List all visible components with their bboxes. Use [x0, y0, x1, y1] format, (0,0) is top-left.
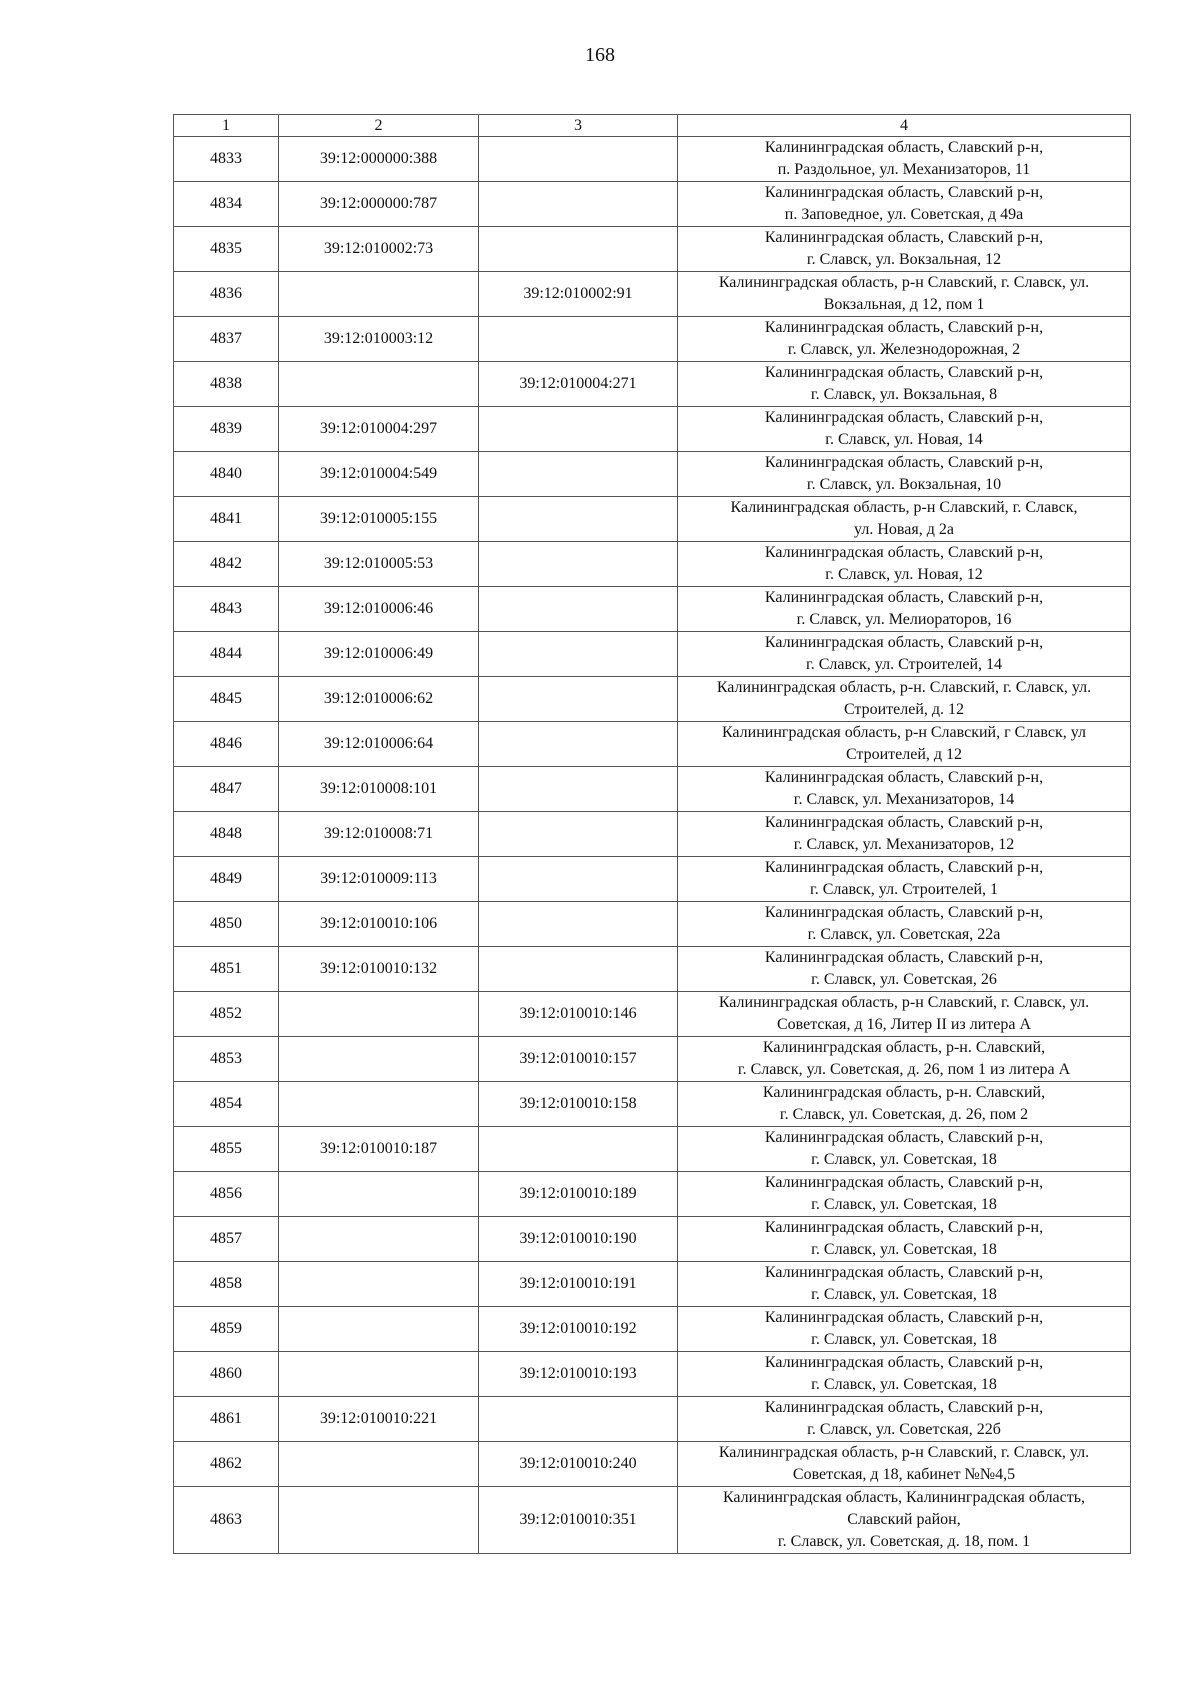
cadastral-number-cell: [279, 1307, 479, 1352]
table-row: [174, 1217, 1131, 1262]
cadastral-number-cell: 39:12:010006:62: [279, 677, 479, 722]
row-number-cell: 4835: [174, 227, 279, 272]
address-line: Калининградская область, Славский р-н,: [764, 1399, 1044, 1416]
address-line: Калининградская область, Славский р-н,: [764, 814, 1044, 831]
register-table: [173, 114, 1131, 1554]
address-line: Советская, д 16, Литер II из литера А: [777, 1016, 1031, 1033]
row-number-cell: 4859: [174, 1307, 279, 1352]
address-cell: [678, 407, 1131, 452]
address-cell: [678, 857, 1131, 902]
cadastral-number-cell: 39:12:010002:73: [279, 227, 479, 272]
table-row: [174, 272, 1131, 317]
table-row: [174, 1262, 1131, 1307]
column-header-1: 1: [174, 115, 279, 137]
cadastral-number-cell: 39:12:010009:113: [279, 857, 479, 902]
row-number-cell: 4842: [174, 542, 279, 587]
table-row: [174, 632, 1131, 677]
table-row: [174, 1307, 1131, 1352]
building-number-cell: [479, 1397, 678, 1442]
address-line: г. Славск, ул. Механизаторов, 12: [793, 836, 1015, 853]
address-line: Калининградская область, Славский р-н,: [764, 1129, 1044, 1146]
cadastral-number-cell: [279, 1442, 479, 1487]
cadastral-number-cell: 39:12:010010:106: [279, 902, 479, 947]
table-row: [174, 227, 1131, 272]
address-line: Калининградская область, Славский р-н,: [764, 319, 1044, 336]
address-cell: [678, 1352, 1131, 1397]
building-number-cell: 39:12:010010:351: [479, 1487, 678, 1554]
address-line: Вокзальная, д 12, пом 1: [823, 296, 985, 313]
building-number-cell: [479, 722, 678, 767]
building-number-cell: 39:12:010010:192: [479, 1307, 678, 1352]
cadastral-number-cell: [279, 272, 479, 317]
address-line: г. Славск, ул. Советская, 22а: [807, 926, 1001, 943]
address-line: Калининградская область, Славский р-н,: [764, 859, 1044, 876]
table-row: [174, 317, 1131, 362]
row-number-cell: 4839: [174, 407, 279, 452]
building-number-cell: 39:12:010002:91: [479, 272, 678, 317]
row-number-cell: 4850: [174, 902, 279, 947]
building-number-cell: 39:12:010010:189: [479, 1172, 678, 1217]
address-line: Калининградская область, р-н Славский, г. Славск, ул.: [718, 274, 1090, 291]
cadastral-number-cell: 39:12:000000:787: [279, 182, 479, 227]
building-number-cell: 39:12:010010:158: [479, 1082, 678, 1127]
address-cell: [678, 227, 1131, 272]
row-number-cell: 4851: [174, 947, 279, 992]
building-number-cell: [479, 812, 678, 857]
building-number-cell: [479, 317, 678, 362]
building-number-cell: 39:12:010004:271: [479, 362, 678, 407]
row-number-cell: 4863: [174, 1487, 279, 1554]
address-cell: [678, 1082, 1131, 1127]
row-number-cell: 4840: [174, 452, 279, 497]
row-number-cell: 4834: [174, 182, 279, 227]
address-line: Строителей, д. 12: [843, 701, 965, 718]
row-number-cell: 4860: [174, 1352, 279, 1397]
page-number: 168: [585, 44, 615, 66]
header-row: [174, 115, 1131, 137]
address-line: п. Заповедное, ул. Советская, д 49а: [784, 206, 1024, 223]
address-cell: [678, 902, 1131, 947]
row-number-cell: 4836: [174, 272, 279, 317]
cadastral-number-cell: [279, 362, 479, 407]
building-number-cell: [479, 677, 678, 722]
address-line: Калининградская область, Калининградская область,: [722, 1489, 1086, 1506]
address-line: Калининградская область, Славский р-н,: [764, 409, 1044, 426]
cadastral-number-cell: [279, 1082, 479, 1127]
cadastral-number-cell: [279, 1217, 479, 1262]
address-line: Советская, д 18, кабинет №№4,5: [792, 1466, 1016, 1483]
cadastral-number-cell: [279, 1262, 479, 1307]
table-row: [174, 137, 1131, 182]
building-number-cell: 39:12:010010:191: [479, 1262, 678, 1307]
address-line: г. Славск, ул. Строителей, 14: [805, 656, 1003, 673]
building-number-cell: [479, 452, 678, 497]
table-row: [174, 947, 1131, 992]
row-number-cell: 4854: [174, 1082, 279, 1127]
address-cell: [678, 1037, 1131, 1082]
row-number-cell: 4845: [174, 677, 279, 722]
table-row: [174, 992, 1131, 1037]
building-number-cell: [479, 857, 678, 902]
table-row: [174, 182, 1131, 227]
building-number-cell: 39:12:010010:146: [479, 992, 678, 1037]
cadastral-number-cell: 39:12:010010:132: [279, 947, 479, 992]
address-line: ул. Новая, д 2а: [854, 521, 954, 538]
address-line: Калининградская область, Славский р-н,: [764, 589, 1044, 606]
cadastral-number-cell: 39:12:010006:64: [279, 722, 479, 767]
address-cell: [678, 677, 1131, 722]
building-number-cell: [479, 227, 678, 272]
row-number-cell: 4841: [174, 497, 279, 542]
address-cell: [678, 452, 1131, 497]
address-cell: [678, 1127, 1131, 1172]
address-line: г. Славск, ул. Механизаторов, 14: [793, 791, 1015, 808]
address-line: Калининградская область, р-н. Славский, г. Славск, ул.: [716, 679, 1092, 696]
address-cell: [678, 497, 1131, 542]
row-number-cell: 4857: [174, 1217, 279, 1262]
cadastral-number-cell: 39:12:010010:221: [279, 1397, 479, 1442]
column-header-3: 3: [479, 115, 678, 137]
building-number-cell: 39:12:010010:190: [479, 1217, 678, 1262]
address-cell: [678, 1487, 1131, 1554]
address-line: г. Славск, ул. Железнодорожная, 2: [787, 341, 1021, 358]
table-row: [174, 452, 1131, 497]
address-line: г. Славск, ул. Новая, 12: [825, 566, 983, 583]
building-number-cell: [479, 182, 678, 227]
cadastral-number-cell: 39:12:010005:53: [279, 542, 479, 587]
address-line: г. Славск, ул. Вокзальная, 12: [806, 251, 1002, 268]
building-number-cell: [479, 587, 678, 632]
building-number-cell: [479, 542, 678, 587]
cadastral-number-cell: 39:12:010006:49: [279, 632, 479, 677]
building-number-cell: 39:12:010010:193: [479, 1352, 678, 1397]
address-line: г. Славск, ул. Советская, д. 26, пом 1 из литера А: [737, 1061, 1071, 1078]
address-line: г. Славск, ул. Советская, 26: [811, 971, 997, 988]
address-line: г. Славск, ул. Советская, 18: [811, 1286, 997, 1303]
address-cell: [678, 542, 1131, 587]
table-row: [174, 1442, 1131, 1487]
table-row: [174, 722, 1131, 767]
address-cell: [678, 137, 1131, 182]
cadastral-number-cell: 39:12:010003:12: [279, 317, 479, 362]
row-number-cell: 4838: [174, 362, 279, 407]
table-row: [174, 362, 1131, 407]
address-line: г. Славск, ул. Вокзальная, 8: [810, 386, 998, 403]
table-row: [174, 1127, 1131, 1172]
address-cell: [678, 317, 1131, 362]
address-line: Калининградская область, р-н Славский, г. Славск, ул.: [718, 1444, 1090, 1461]
address-line: г. Славск, ул. Советская, 18: [811, 1196, 997, 1213]
address-cell: [678, 812, 1131, 857]
table-row: [174, 902, 1131, 947]
row-number-cell: 4843: [174, 587, 279, 632]
address-cell: [678, 1307, 1131, 1352]
address-line: Калининградская область, Славский р-н,: [764, 1354, 1044, 1371]
address-cell: [678, 182, 1131, 227]
row-number-cell: 4847: [174, 767, 279, 812]
row-number-cell: 4861: [174, 1397, 279, 1442]
address-cell: [678, 272, 1131, 317]
address-line: Калининградская область, р-н. Славский,: [762, 1039, 1046, 1056]
cadastral-number-cell: 39:12:010006:46: [279, 587, 479, 632]
address-cell: [678, 1217, 1131, 1262]
address-line: п. Раздольное, ул. Механизаторов, 11: [777, 161, 1031, 178]
address-line: Калининградская область, Славский р-н,: [764, 634, 1044, 651]
address-cell: [678, 1172, 1131, 1217]
cadastral-number-cell: [279, 1487, 479, 1554]
address-line: Калининградская область, Славский р-н,: [764, 544, 1044, 561]
address-cell: [678, 362, 1131, 407]
table-row: [174, 1397, 1131, 1442]
address-line: Калининградская область, Славский р-н,: [764, 1219, 1044, 1236]
cadastral-number-cell: [279, 1352, 479, 1397]
address-line: Калининградская область, Славский р-н,: [764, 949, 1044, 966]
address-cell: [678, 992, 1131, 1037]
address-line: г. Славск, ул. Советская, д. 26, пом 2: [779, 1106, 1029, 1123]
address-cell: [678, 722, 1131, 767]
building-number-cell: [479, 902, 678, 947]
address-line: Калининградская область, Славский р-н,: [764, 184, 1044, 201]
table-row: [174, 677, 1131, 722]
table-row: [174, 1352, 1131, 1397]
building-number-cell: 39:12:010010:240: [479, 1442, 678, 1487]
row-number-cell: 4849: [174, 857, 279, 902]
cadastral-number-cell: 39:12:000000:388: [279, 137, 479, 182]
row-number-cell: 4855: [174, 1127, 279, 1172]
address-cell: [678, 587, 1131, 632]
address-line: Калининградская область, Славский р-н,: [764, 904, 1044, 921]
address-line: Калининградская область, Славский р-н,: [764, 1174, 1044, 1191]
cadastral-number-cell: [279, 1172, 479, 1217]
building-number-cell: [479, 632, 678, 677]
address-line: Калининградская область, Славский р-н,: [764, 139, 1044, 156]
building-number-cell: [479, 137, 678, 182]
address-cell: [678, 1262, 1131, 1307]
building-number-cell: [479, 947, 678, 992]
building-number-cell: [479, 767, 678, 812]
address-line: Строителей, д 12: [845, 746, 963, 763]
address-cell: [678, 1397, 1131, 1442]
address-line: г. Славск, ул. Советская, 22б: [807, 1421, 1001, 1438]
address-line: Калининградская область, Славский р-н,: [764, 454, 1044, 471]
table-row: [174, 1172, 1131, 1217]
cadastral-number-cell: 39:12:010008:71: [279, 812, 479, 857]
cadastral-number-cell: [279, 1037, 479, 1082]
row-number-cell: 4846: [174, 722, 279, 767]
cadastral-number-cell: 39:12:010010:187: [279, 1127, 479, 1172]
row-number-cell: 4853: [174, 1037, 279, 1082]
address-line: г. Славск, ул. Новая, 14: [825, 431, 983, 448]
table-row: [174, 587, 1131, 632]
cadastral-number-cell: 39:12:010005:155: [279, 497, 479, 542]
building-number-cell: [479, 407, 678, 452]
address-line: Калининградская область, Славский р-н,: [764, 1309, 1044, 1326]
address-line: г. Славск, ул. Вокзальная, 10: [806, 476, 1002, 493]
address-cell: [678, 632, 1131, 677]
address-cell: [678, 947, 1131, 992]
row-number-cell: 4852: [174, 992, 279, 1037]
column-header-2: 2: [279, 115, 479, 137]
building-number-cell: [479, 497, 678, 542]
address-line: г. Славск, ул. Советская, 18: [811, 1151, 997, 1168]
address-line: Калининградская область, р-н Славский, г. Славск,: [730, 499, 1078, 516]
cadastral-number-cell: 39:12:010008:101: [279, 767, 479, 812]
address-line: Калининградская область, Славский р-н,: [764, 769, 1044, 786]
table-row: [174, 407, 1131, 452]
address-line: Калининградская область, Славский р-н,: [764, 1264, 1044, 1281]
row-number-cell: 4848: [174, 812, 279, 857]
address-line: Калининградская область, р-н Славский, г Славск, ул: [721, 724, 1087, 741]
address-line: Славский район,: [847, 1511, 961, 1528]
address-line: Калининградская область, Славский р-н,: [764, 364, 1044, 381]
row-number-cell: 4833: [174, 137, 279, 182]
address-cell: [678, 767, 1131, 812]
cadastral-number-cell: 39:12:010004:549: [279, 452, 479, 497]
address-line: г. Славск, ул. Советская, 18: [811, 1376, 997, 1393]
row-number-cell: 4837: [174, 317, 279, 362]
address-line: г. Славск, ул. Мелиораторов, 16: [796, 611, 1012, 628]
address-line: г. Славск, ул. Советская, 18: [811, 1241, 997, 1258]
building-number-cell: [479, 1127, 678, 1172]
table-row: [174, 812, 1131, 857]
row-number-cell: 4856: [174, 1172, 279, 1217]
table-body: [174, 137, 1131, 1554]
table-row: [174, 1487, 1131, 1554]
column-header-4: 4: [678, 115, 1131, 137]
row-number-cell: 4858: [174, 1262, 279, 1307]
building-number-cell: 39:12:010010:157: [479, 1037, 678, 1082]
table-row: [174, 1037, 1131, 1082]
address-line: Калининградская область, Славский р-н,: [764, 229, 1044, 246]
table-row: [174, 857, 1131, 902]
cadastral-number-cell: [279, 992, 479, 1037]
row-number-cell: 4862: [174, 1442, 279, 1487]
table-row: [174, 542, 1131, 587]
address-line: г. Славск, ул. Строителей, 1: [809, 881, 999, 898]
address-line: г. Славск, ул. Советская, д. 18, пом. 1: [777, 1533, 1031, 1550]
address-line: Калининградская область, р-н Славский, г. Славск, ул.: [718, 994, 1090, 1011]
address-cell: [678, 1442, 1131, 1487]
cadastral-number-cell: 39:12:010004:297: [279, 407, 479, 452]
table-row: [174, 767, 1131, 812]
table-row: [174, 1082, 1131, 1127]
address-line: г. Славск, ул. Советская, 18: [811, 1331, 997, 1348]
table-row: [174, 497, 1131, 542]
row-number-cell: 4844: [174, 632, 279, 677]
address-line: Калининградская область, р-н. Славский,: [762, 1084, 1046, 1101]
